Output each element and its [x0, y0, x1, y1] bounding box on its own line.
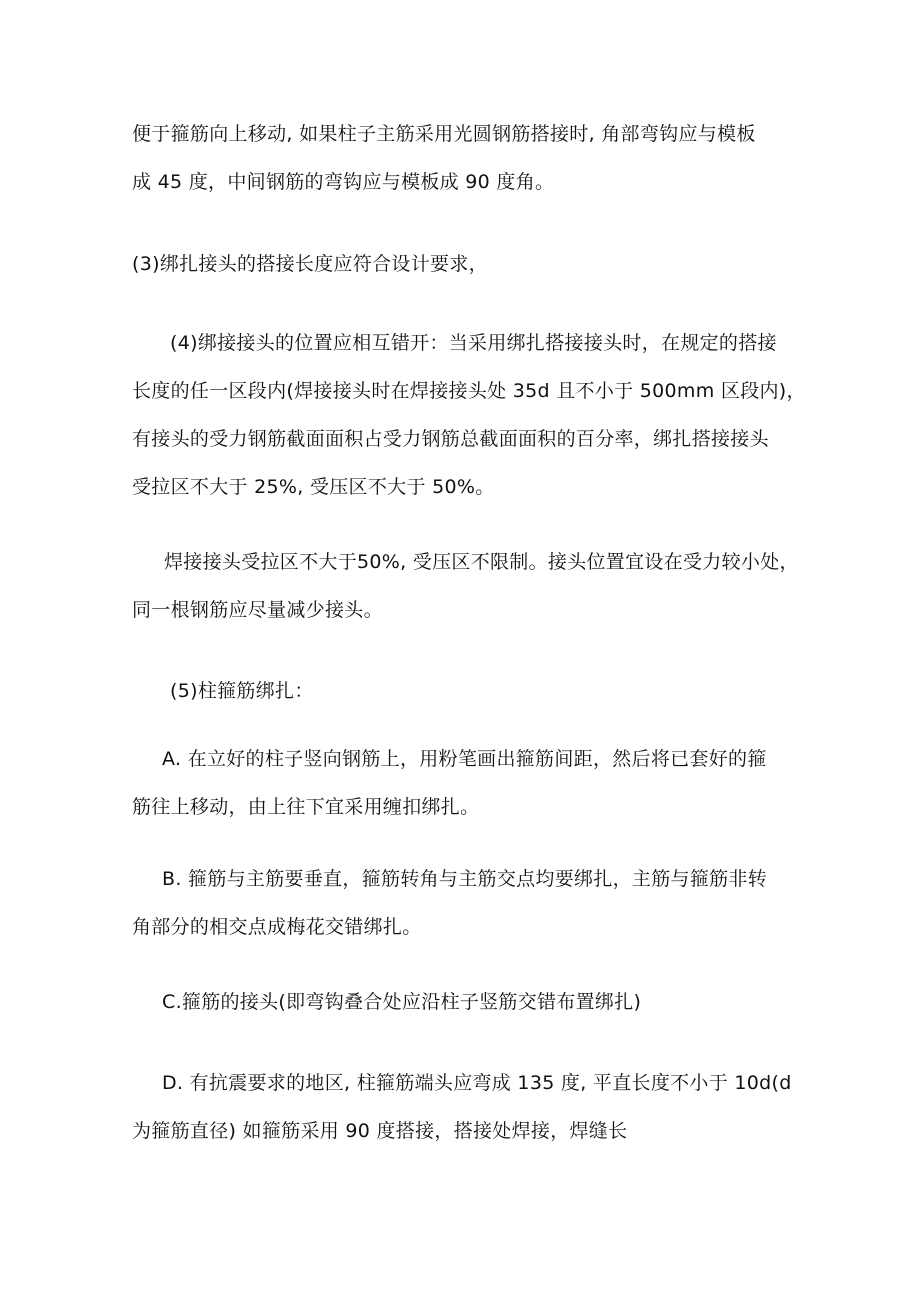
text-line: (3)绑扎接头的搭接长度应符合设计要求， — [132, 253, 488, 275]
text-line: 长度的任一区段内(焊接接头时在焊接接头处 35d 且不小于 500mm 区段内)， — [132, 380, 806, 402]
text-line: 便于箍筋向上移动, 如果柱子主筋采用光圆钢筋搭接时, 角部弯钩应与模板 — [132, 123, 756, 145]
text-line: 受拉区不大于 25%, 受压区不大于 50%。 — [132, 476, 495, 498]
text-line: 焊接接头受拉区不大于50%, 受压区不限制。接头位置宜设在受力较小处， — [164, 551, 799, 573]
text-line: (5)柱箍筋绑扎： — [170, 680, 314, 702]
text-line: (4)绑接接头的位置应相互错开：当采用绑扎搭接接头时，在规定的搭接 — [170, 332, 777, 354]
paragraph-item-d — [132, 1059, 812, 1155]
text-line: D. 有抗震要求的地区, 柱箍筋端头应弯成 135 度, 平直长度不小于 10d(d — [162, 1072, 792, 1094]
text-line: B. 箍筋与主筋要垂直，箍筋转角与主筋交点均要绑扎，主筋与箍筋非转 — [162, 868, 768, 890]
text-line: 有接头的受力钢筋截面面积占受力钢筋总截面面积的百分率，绑扎搭接接头 — [132, 428, 769, 450]
paragraph-welded-joints — [132, 538, 812, 634]
text-line: 角部分的相交点成梅花交错绑扎。 — [132, 916, 422, 938]
paragraph-item-5 — [132, 667, 812, 715]
paragraph-stirrup-movement — [132, 110, 812, 206]
paragraph-item-b — [132, 855, 812, 951]
paragraph-item-a — [132, 735, 812, 831]
text-line: 为箍筋直径) 如箍筋采用 90 度搭接，搭接处焊接，焊缝长 — [132, 1120, 628, 1142]
text-line: 筋往上移动，由上往下宜采用缠扣绑扎。 — [132, 796, 480, 818]
paragraph-item-3 — [132, 240, 812, 288]
text-line: C.箍筋的接头(即弯钩叠合处应沿柱子竖筋交错布置绑扎) — [162, 991, 642, 1013]
paragraph-item-4 — [132, 319, 812, 511]
text-line: A. 在立好的柱子竖向钢筋上，用粉笔画出箍筋间距，然后将已套好的箍 — [162, 748, 767, 770]
paragraph-item-c — [132, 978, 812, 1026]
text-line: 成 45 度，中间钢筋的弯钩应与模板成 90 度角。 — [132, 171, 555, 193]
text-line: 同一根钢筋应尽量减少接头。 — [132, 599, 383, 621]
